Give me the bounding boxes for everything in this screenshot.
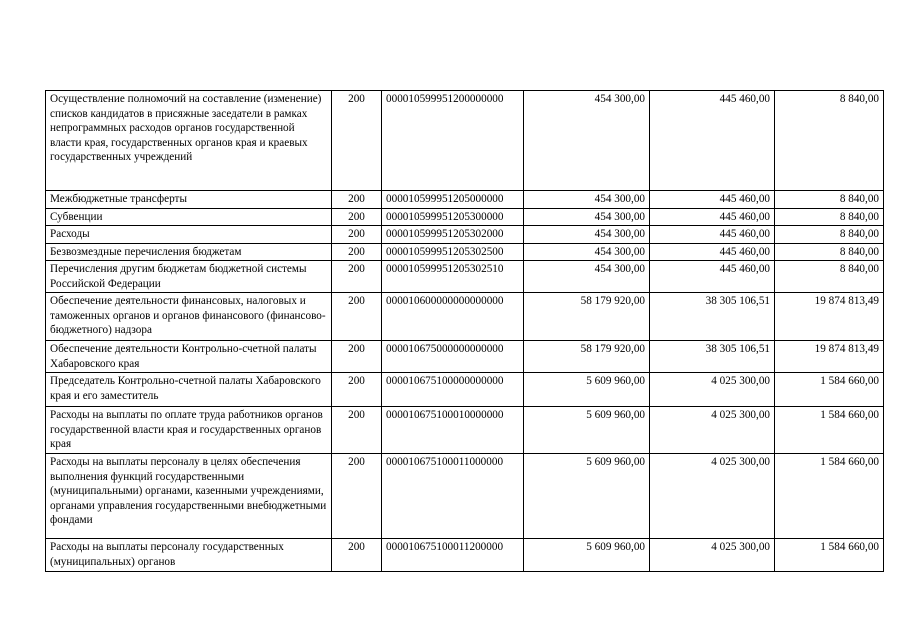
approved-amount-cell: 454 300,00 [524, 191, 650, 209]
table-row [46, 454, 884, 539]
executed-amount-cell: 445 460,00 [650, 243, 775, 261]
expense-name-cell: Расходы на выплаты по оплате труда работников органов государственной власти края и государственных органов края [46, 407, 332, 454]
table-row [46, 191, 884, 209]
executed-amount-cell: 445 460,00 [650, 191, 775, 209]
table-row [46, 91, 884, 191]
unexecuted-amount-cell: 8 840,00 [775, 226, 884, 244]
expense-name-cell: Расходы [46, 226, 332, 244]
expense-name-cell: Расходы на выплаты персоналу в целях обеспечения выполнения функций государственными (муниципальными) органами, казенными учреждениями, органами управления государственными внебюджетными фондами [46, 454, 332, 539]
unexecuted-amount-cell: 8 840,00 [775, 261, 884, 293]
expense-name-cell: Перечисления другим бюджетам бюджетной системы Российской Федерации [46, 261, 332, 293]
expense-name-cell: Безвозмездные перечисления бюджетам [46, 243, 332, 261]
classification-code-cell: 000010599951205302000 [382, 226, 524, 244]
line-code-cell: 200 [332, 293, 382, 341]
table-row [46, 261, 884, 293]
unexecuted-amount-cell: 8 840,00 [775, 191, 884, 209]
executed-amount-cell: 445 460,00 [650, 226, 775, 244]
classification-code-cell: 000010675100011000000 [382, 454, 524, 539]
classification-code-cell: 000010675100010000000 [382, 407, 524, 454]
line-code-cell: 200 [332, 454, 382, 539]
classification-code-cell: 000010675100000000000 [382, 373, 524, 407]
expense-name-cell: Обеспечение деятельности финансовых, налоговых и таможенных органов и органов финансового (финансово-бюджетного) надзора [46, 293, 332, 341]
line-code-cell: 200 [332, 191, 382, 209]
executed-amount-cell: 38 305 106,51 [650, 341, 775, 373]
expense-name-cell: Субвенции [46, 208, 332, 226]
line-code-cell: 200 [332, 341, 382, 373]
classification-code-cell: 000010675000000000000 [382, 341, 524, 373]
unexecuted-amount-cell: 8 840,00 [775, 91, 884, 191]
classification-code-cell: 000010675100011200000 [382, 539, 524, 572]
table-row [46, 539, 884, 572]
approved-amount-cell: 5 609 960,00 [524, 539, 650, 572]
approved-amount-cell: 5 609 960,00 [524, 407, 650, 454]
classification-code-cell: 000010599951205000000 [382, 191, 524, 209]
line-code-cell: 200 [332, 243, 382, 261]
executed-amount-cell: 4 025 300,00 [650, 407, 775, 454]
expense-name-cell: Расходы на выплаты персоналу государственных (муниципальных) органов [46, 539, 332, 572]
expense-name-cell: Межбюджетные трансферты [46, 191, 332, 209]
table-row [46, 243, 884, 261]
expense-name-cell: Осуществление полномочий на составление (изменение) списков кандидатов в присяжные заседатели в рамках непрограммных расходов органов государственной власти края, государственных органов края и краевых государственных учреждений [46, 91, 332, 191]
approved-amount-cell: 5 609 960,00 [524, 373, 650, 407]
unexecuted-amount-cell: 1 584 660,00 [775, 373, 884, 407]
line-code-cell: 200 [332, 261, 382, 293]
classification-code-cell: 000010599951200000000 [382, 91, 524, 191]
classification-code-cell: 000010599951205302500 [382, 243, 524, 261]
unexecuted-amount-cell: 1 584 660,00 [775, 539, 884, 572]
approved-amount-cell: 454 300,00 [524, 208, 650, 226]
expense-name-cell: Председатель Контрольно-счетной палаты Хабаровского края и его заместитель [46, 373, 332, 407]
executed-amount-cell: 4 025 300,00 [650, 539, 775, 572]
classification-code-cell: 000010599951205300000 [382, 208, 524, 226]
executed-amount-cell: 38 305 106,51 [650, 293, 775, 341]
executed-amount-cell: 445 460,00 [650, 208, 775, 226]
line-code-cell: 200 [332, 226, 382, 244]
line-code-cell: 200 [332, 539, 382, 572]
executed-amount-cell: 445 460,00 [650, 91, 775, 191]
classification-code-cell: 000010600000000000000 [382, 293, 524, 341]
unexecuted-amount-cell: 8 840,00 [775, 208, 884, 226]
table-row [46, 373, 884, 407]
unexecuted-amount-cell: 1 584 660,00 [775, 454, 884, 539]
line-code-cell: 200 [332, 91, 382, 191]
classification-code-cell: 000010599951205302510 [382, 261, 524, 293]
approved-amount-cell: 454 300,00 [524, 261, 650, 293]
unexecuted-amount-cell: 1 584 660,00 [775, 407, 884, 454]
approved-amount-cell: 5 609 960,00 [524, 454, 650, 539]
expense-name-cell: Обеспечение деятельности Контрольно-счетной палаты Хабаровского края [46, 341, 332, 373]
budget-execution-table [45, 90, 884, 572]
approved-amount-cell: 58 179 920,00 [524, 341, 650, 373]
unexecuted-amount-cell: 8 840,00 [775, 243, 884, 261]
table-row [46, 208, 884, 226]
line-code-cell: 200 [332, 208, 382, 226]
table-row [46, 341, 884, 373]
unexecuted-amount-cell: 19 874 813,49 [775, 293, 884, 341]
table-row [46, 293, 884, 341]
table-row [46, 226, 884, 244]
approved-amount-cell: 58 179 920,00 [524, 293, 650, 341]
unexecuted-amount-cell: 19 874 813,49 [775, 341, 884, 373]
approved-amount-cell: 454 300,00 [524, 243, 650, 261]
approved-amount-cell: 454 300,00 [524, 91, 650, 191]
approved-amount-cell: 454 300,00 [524, 226, 650, 244]
executed-amount-cell: 4 025 300,00 [650, 373, 775, 407]
table-row [46, 407, 884, 454]
table-body [46, 91, 884, 572]
line-code-cell: 200 [332, 407, 382, 454]
executed-amount-cell: 4 025 300,00 [650, 454, 775, 539]
line-code-cell: 200 [332, 373, 382, 407]
executed-amount-cell: 445 460,00 [650, 261, 775, 293]
